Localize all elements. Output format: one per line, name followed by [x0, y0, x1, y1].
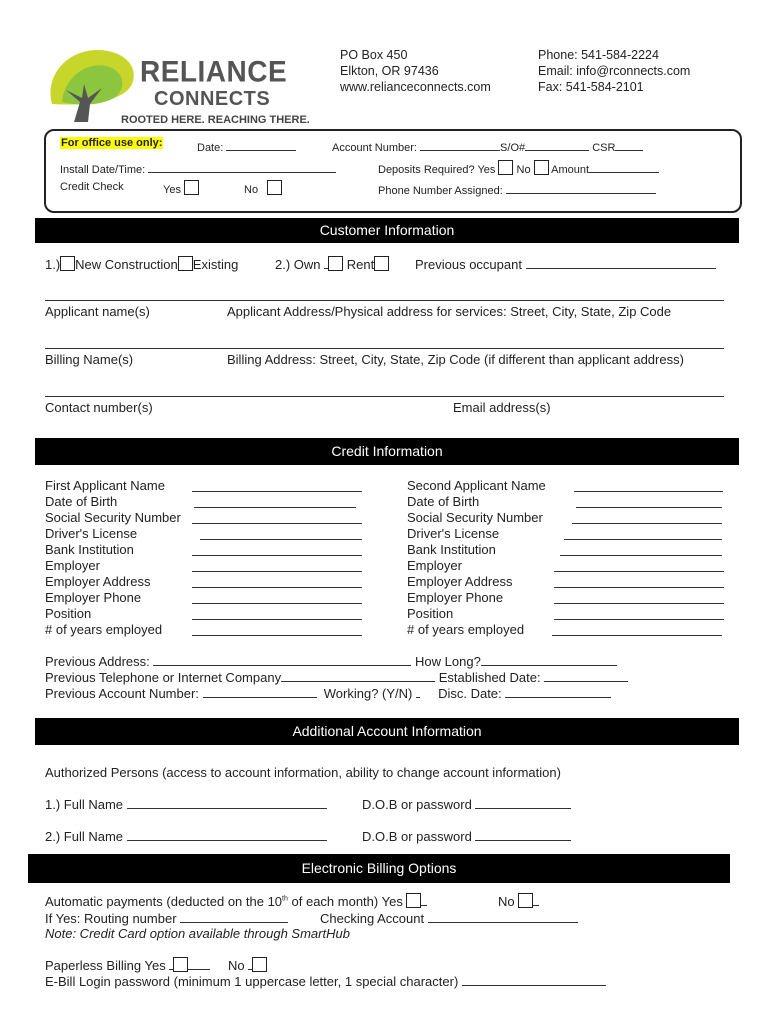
rent-checkbox[interactable]	[374, 256, 389, 271]
tree-logo-icon	[44, 44, 144, 124]
office-date[interactable]: Date:	[197, 138, 296, 154]
applicant-names-label: Applicant name(s)	[45, 304, 150, 319]
field-input[interactable]	[194, 507, 356, 508]
office-credit-yes[interactable]: Yes	[163, 180, 199, 196]
field-input[interactable]	[192, 587, 362, 588]
first-applicant-input[interactable]	[192, 491, 362, 492]
office-credit-no[interactable]: No	[244, 180, 282, 196]
auto-pay-yes-checkbox[interactable]	[406, 893, 421, 908]
field-label: Position	[407, 606, 454, 621]
company-name: RELIANCE	[140, 55, 288, 88]
dob-1[interactable]: D.O.B or password	[362, 796, 571, 812]
applicant-address-label: Applicant Address/Physical address for services: Street, City, State, Zip Code	[227, 304, 672, 319]
credit-info-header: Credit Information	[35, 438, 739, 465]
routing-number[interactable]: If Yes: Routing number	[45, 910, 288, 926]
field-label: Bank Institution	[407, 542, 496, 557]
email-label: Email address(s)	[453, 400, 551, 415]
field-input[interactable]	[554, 619, 724, 620]
credit-no-checkbox[interactable]	[267, 180, 282, 195]
field-label: Social Security Number	[45, 510, 181, 525]
previous-occupant[interactable]: Previous occupant	[415, 256, 716, 272]
address-line1: PO Box 450	[340, 48, 408, 62]
field-label: # of years employed	[407, 622, 525, 637]
office-install[interactable]: Install Date/Time:	[60, 160, 336, 176]
phone: Phone: 541-584-2224	[538, 48, 659, 62]
field-input[interactable]	[560, 555, 722, 556]
deposits-no-checkbox[interactable]	[534, 160, 549, 175]
office-phone-assigned[interactable]: Phone Number Assigned:	[378, 181, 656, 197]
paperless-row[interactable]: Paperless Billing Yes	[45, 957, 210, 973]
ebill-login[interactable]: E-Bill Login password (minimum 1 uppercase letter, 1 special character)	[45, 973, 606, 989]
field-label: Driver's License	[407, 526, 500, 541]
field-input[interactable]	[200, 539, 362, 540]
field-label: Social Security Number	[407, 510, 543, 525]
auto-pay-no[interactable]: No	[498, 893, 539, 909]
field-label: Date of Birth	[407, 494, 480, 509]
website[interactable]: www.relianceconnects.com	[340, 80, 491, 94]
billing-options-header: Electronic Billing Options	[28, 854, 730, 883]
field-label: Employer	[407, 558, 462, 573]
billing-address-label: Billing Address: Street, City, State, Zip Code (if different than applicant address)	[227, 352, 684, 367]
office-deposits[interactable]: Deposits Required? Yes No Amount	[378, 160, 659, 176]
address-line2: Elkton, OR 97436	[340, 64, 439, 78]
billing-name-label: Billing Name(s)	[45, 352, 134, 367]
company-name-2: CONNECTS	[154, 88, 271, 110]
contact-line[interactable]	[45, 396, 724, 397]
second-applicant-label: Second Applicant Name	[407, 478, 546, 493]
new-construction-checkbox[interactable]	[60, 256, 75, 271]
applicant-line[interactable]	[45, 300, 724, 301]
ownership-row[interactable]: 2.) Own Rent	[275, 256, 389, 272]
field-input[interactable]	[564, 539, 722, 540]
own-checkbox[interactable]	[328, 256, 343, 271]
fax: Fax: 541-584-2101	[538, 80, 644, 94]
construction-row[interactable]: 1.) New Construction Existing	[45, 257, 239, 272]
field-label: Bank Institution	[45, 542, 134, 557]
field-input[interactable]	[572, 523, 722, 524]
field-label: Employer Phone	[45, 590, 142, 605]
field-input[interactable]	[192, 619, 362, 620]
credit-yes-checkbox[interactable]	[184, 180, 199, 195]
customer-info-header: Customer Information	[35, 218, 739, 243]
previous-address-row[interactable]: Previous Address: How Long?	[45, 653, 617, 669]
credit-card-note: Note: Credit Card option available through SmartHub	[45, 926, 350, 941]
contact-label: Contact number(s)	[45, 400, 153, 415]
full-name-2[interactable]: 2.) Full Name	[45, 828, 327, 844]
field-label: Date of Birth	[45, 494, 118, 509]
first-applicant-label: First Applicant Name	[45, 478, 165, 493]
billing-line[interactable]	[45, 348, 724, 349]
field-label: Driver's License	[45, 526, 138, 541]
paperless-no-checkbox[interactable]	[252, 957, 267, 972]
field-input[interactable]	[192, 555, 362, 556]
field-label: Employer	[45, 558, 100, 573]
authorized-persons: Authorized Persons (access to account information, ability to change account information)	[45, 765, 561, 780]
additional-info-header: Additional Account Information	[35, 718, 739, 745]
field-input[interactable]	[192, 523, 362, 524]
field-input[interactable]	[192, 635, 362, 636]
field-input[interactable]	[552, 635, 722, 636]
previous-telephone-row[interactable]: Previous Telephone or Internet Company Established Date:	[45, 669, 628, 685]
dob-2[interactable]: D.O.B or password	[362, 828, 571, 844]
field-label: Employer Address	[407, 574, 513, 589]
field-input[interactable]	[554, 603, 724, 604]
field-input[interactable]	[554, 587, 724, 588]
field-label: Employer Phone	[407, 590, 504, 605]
previous-account-row[interactable]: Previous Account Number: Working? (Y/N) Disc. Date:	[45, 685, 611, 701]
office-account-number[interactable]: Account Number: S/O# CSR	[332, 138, 643, 154]
auto-pay-no-checkbox[interactable]	[518, 893, 533, 908]
logo	[44, 44, 144, 124]
office-credit-check: Credit Check	[60, 181, 124, 193]
field-label: Employer Address	[45, 574, 151, 589]
field-input[interactable]	[554, 571, 724, 572]
office-label: For office use only:	[61, 137, 163, 149]
paperless-yes-checkbox[interactable]	[173, 957, 188, 972]
auto-pay-row[interactable]: Automatic payments (deducted on the 10th of each month) Yes	[45, 893, 427, 909]
field-input[interactable]	[192, 571, 362, 572]
paperless-no[interactable]: No	[228, 957, 267, 973]
second-applicant-input[interactable]	[574, 491, 723, 492]
field-label: # of years employed	[45, 622, 163, 637]
full-name-1[interactable]: 1.) Full Name	[45, 796, 327, 812]
checking-account[interactable]: Checking Account	[320, 910, 578, 926]
tagline: ROOTED HERE. REACHING THERE.	[121, 114, 310, 126]
email[interactable]: Email: info@rconnects.com	[538, 64, 691, 78]
field-label: Position	[45, 606, 92, 621]
deposits-yes-checkbox[interactable]	[498, 160, 513, 175]
field-input[interactable]	[192, 603, 362, 604]
existing-checkbox[interactable]	[178, 256, 193, 271]
field-input[interactable]	[576, 507, 722, 508]
